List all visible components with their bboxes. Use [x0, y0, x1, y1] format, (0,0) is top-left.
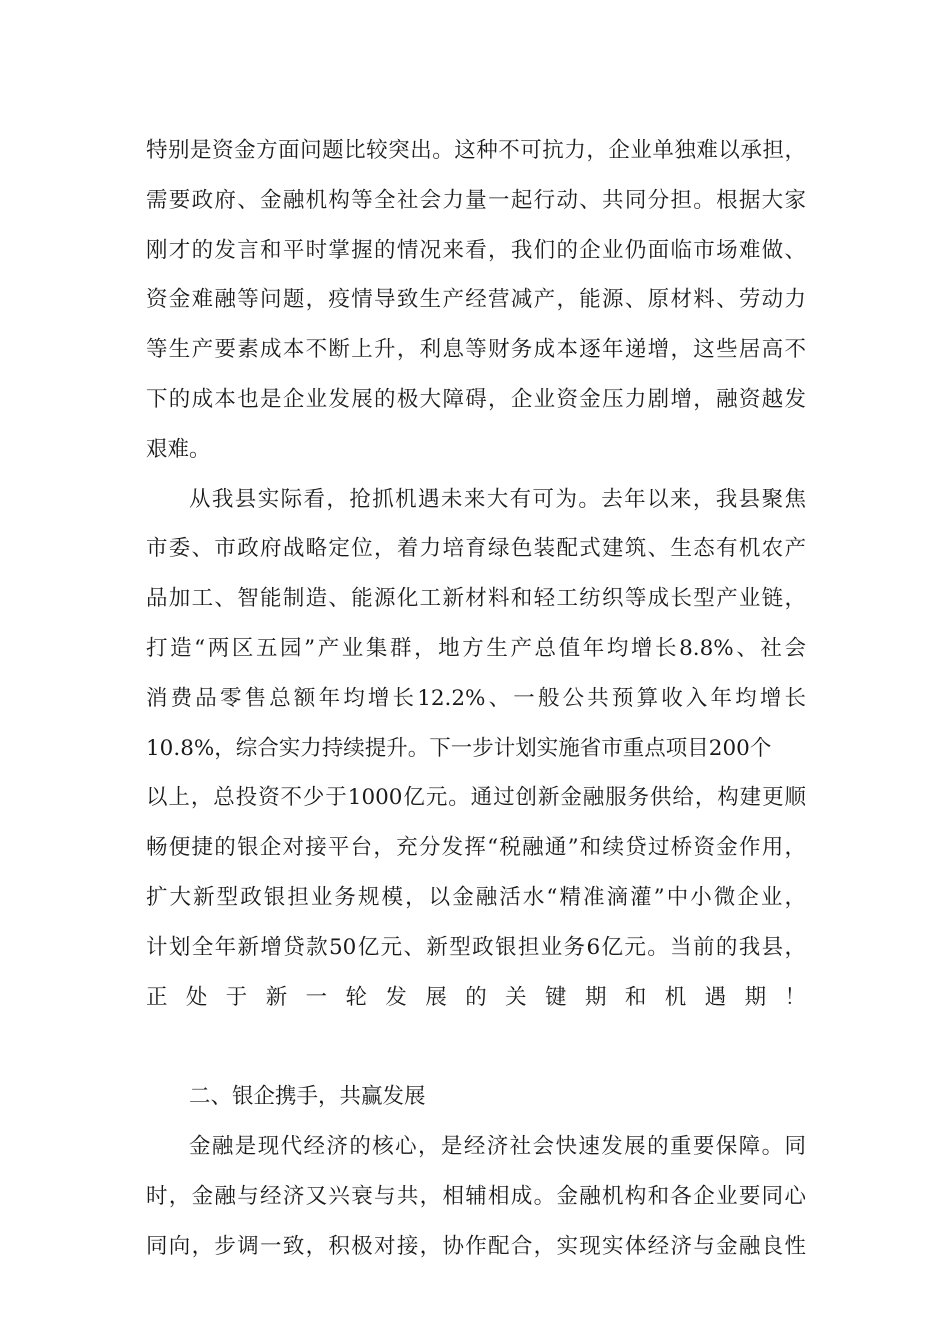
text-line: 刚才的发言和平时掌握的情况来看，我们的企业仍面临市场难做、 — [146, 237, 806, 263]
section-title: 二、银企携手，共赢发展 — [189, 1084, 426, 1110]
text-line: 艰难。 — [146, 436, 211, 462]
text-line: 金融是现代经济的核心，是经济社会快速发展的重要保障。同 — [189, 1133, 806, 1159]
text-line: 10.8%，综合实力持续提升。下一步计划实施省市重点项目200个 — [146, 735, 772, 761]
body-text — [146, 126, 806, 1271]
text-line: 时，金融与经济又兴衰与共，相辅相成。金融机构和各企业要同心 — [146, 1183, 806, 1209]
text-line: 品加工、智能制造、能源化工新材料和轻工纺织等成长型产业链， — [146, 586, 806, 612]
text-line: 需要政府、金融机构等全社会力量一起行动、共同分担。根据大家 — [146, 187, 806, 213]
text-line — [146, 1022, 806, 1072]
text-line: 从我县实际看，抢抓机遇未来大有可为。去年以来，我县聚焦 — [189, 486, 806, 512]
paragraph-3 — [146, 1122, 806, 1271]
text-line: 计划全年新增贷款50亿元、新型政银担业务6亿元。当前的我县， — [146, 934, 806, 960]
text-line: 正处于新一轮发展的关键期和机遇期！ — [146, 984, 806, 1010]
text-line: 特别是资金方面问题比较突出。这种不可抗力，企业单独难以承担， — [146, 138, 806, 163]
text-line: 市委、市政府战略定位，着力培育绿色装配式建筑、生态有机农产 — [146, 536, 806, 562]
text-line: 扩大新型政银担业务规模，以金融活水“精准滴灌”中小微企业， — [146, 884, 806, 910]
text-line: 等生产要素成本不断上升，利息等财务成本逐年递增，这些居高不 — [146, 337, 806, 363]
paragraph-2 — [146, 475, 806, 1073]
text-line: 同向，步调一致，积极对接，协作配合，实现实体经济与金融良性 — [146, 1233, 806, 1259]
text-line: 消费品零售总额年均增长12.2%、一般公共预算收入年均增长 — [146, 685, 806, 711]
text-line: 下的成本也是企业发展的极大障碍，企业资金压力剧增，融资越发 — [146, 386, 806, 412]
section-heading — [146, 1072, 806, 1122]
text-line: 畅便捷的银企对接平台，充分发挥“税融通”和续贷过桥资金作用， — [146, 835, 806, 861]
text-line: 打造“两区五园”产业集群，地方生产总值年均增长8.8%、社会 — [146, 635, 806, 661]
text-line: 以上，总投资不少于1000亿元。通过创新金融服务供给，构建更顺 — [146, 785, 806, 811]
paragraph-1 — [146, 126, 806, 475]
text-line: 资金难融等问题，疫情导致生产经营减产，能源、原材料、劳动力 — [146, 287, 806, 313]
